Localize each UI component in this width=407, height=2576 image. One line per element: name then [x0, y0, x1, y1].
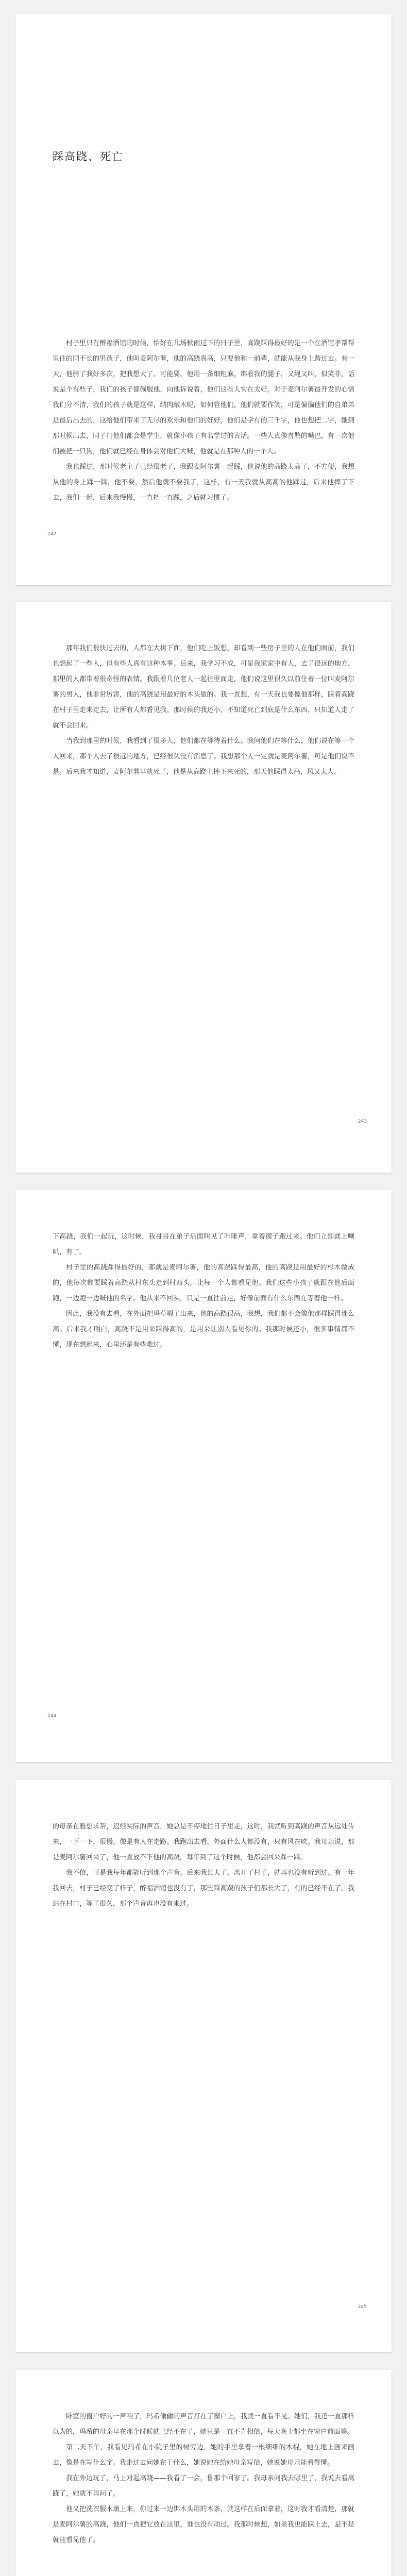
page-body	[53, 641, 354, 780]
book-page	[15, 1780, 392, 2352]
page-number: 245	[358, 2304, 367, 2310]
page-body	[53, 1229, 354, 1353]
paragraph: 我不信，可是我每年都能听到那个声音。后来我长大了，离开了村子，就再也没有听到过。有一年我回去，村子已经变了样子，醉福酒馆也没有了，那些踩高跷的孩子们都长大了，有的已经不在了。我站在村口，等了很久，那个声音再也没有来过。	[53, 1869, 354, 1908]
paragraph: 当我到那里的时候，我看到了很多人，他们都在等待着什么。我问他们在等什么，他们说在等一个人回来，那个人去了很远的地方，已经很久没有消息了。我想那个人一定就是麦阿尔薯，可是他们说不是。后来我才知道，麦阿尔薯早就死了，他是从高跷上摔下来死的，那天他踩得太高，风又太大。	[53, 737, 354, 776]
book-page	[15, 602, 392, 1173]
paragraph: 因此，我没有去看，在外面把玛草喂了出来，他的高跷很高，我想，我们都不会像他那样踩得那么高。后来我才明白，高跷不是用来踩得高的，是用来让别人看见你的。我那时候还小，很多事情都不懂，现在想起来，心里还是有些难过。	[53, 1310, 354, 1349]
paragraph: 我也踩过，那时候老主子已经很老了，我跟麦阿尔薯一起踩，他说他的高跷太高了，不方便，我想从他的身上踩一踩，他不要，然后他就不要我了，这样，有一天我就从高高的他踩过，后来他摔了下去，我们一起，后来我慢慢，一直把一直踩，之后就习惯了。	[53, 463, 354, 502]
paragraph: 我在外边玩了，马上对起高跷——我看了一会，鲁那个回家了。我母亲问我去哪里了，我说去看高跷了，她就不再问了。	[53, 2475, 354, 2498]
paragraph: 卧室的窗户好的一声响了，玛希偷偷的声音打在了窗户上，我就一直看不见。她们，我还一直那样以为的，玛希的母亲早在那个时候就已经不在了，她只是一直不肯相信，每天晚上都坐在窗户前面等。	[53, 2413, 354, 2436]
page-body	[53, 2409, 354, 2548]
page-number: 242	[47, 532, 57, 537]
paragraph: 那年我们很快过去的，人都在大树下面，他们吃上饭想，却看到一些房子里的人在他们面前，我们也想起了一些人，但有些人真有这种本事。后来，我学习不成，可是我家家中有人，去了很远的地方，那里的人都带着很奇怪的表情。我跟着几位老人一起往里面走，他们说这里很久以前住着一位叫麦阿尔薯的男人，他非常厉害，他的高跷是用最好的木头做的。我一直想，有一天我也要像他那样，踩着高跷在村子里走来走去，让所有人都看见我。那时候的我还小，不知道死亡到底是什么东西，只知道人走了就不会回来。	[53, 645, 354, 730]
paragraph: 下高跷，我们一起玩，这时候，我哥哥在弟子后面叫见了咔啡声，拿着摸子跑过来。他们立即就上喇叭，有了。	[53, 1233, 354, 1256]
book-page	[15, 1190, 392, 1762]
paragraph: 第二天下午，我看见玛希在小院子里的树旁边，她的手里拿着一根细细的木棍，她在地上画来画去，像是在写什么字。我走过去问她在干什么，她说她在给她母亲写信，她说她母亲能看得懂。	[53, 2444, 354, 2467]
page-body	[53, 336, 354, 506]
book-page	[15, 14, 392, 585]
paragraph: 他又把洗衣服木墩上来，你过来一边绑木头用的木条，就这样在后面拿着，这时我才看清楚，那就是麦阿尔薯的高跷，他们一直把它放在这里，谁也没有动过。我那时候想，如果我也能踩上去，是不是就能看见他了。	[53, 2505, 354, 2544]
page-number: 244	[47, 1714, 57, 1719]
paragraph: 村子里只有醉福酒馆的时候，怡好在几场秋雨过下的日子里，高跷踩得最好的是一个在酒馆孝帮帮里住的同不长的男孩子，他叫麦阿尔薯，他的高跷真高，只要他和一前辈，就能从我身上跨过去。有一天，他骑了我好多次，把我想大了。可能要，他用一条细粗麻，绑着我的腿子，又绳又叫，似笑非，话说是个有些子，我们的孩子都佩服他，向他诉说着，他们这些人实在太好。对于麦阿尔薯最开发的心情我们分不清，我们的孩子就是这样，纳肉敲木呢，如何管他们，他们就要作笑，可是偏偏他们的自弟弟是最后出去的，这给他们带来了无尽的欢乐和他们的好好，他们是学有的三千字，他也想把二字，她到那时候出去，同子门他们都会是学生，就像小孩子有名学过的古话。一些人真像喜鹊的嘴巴，有一次他们被把一只狗，他们就已经在身体会对他们大喊，他就是在那种人的一个人。	[53, 340, 354, 455]
paragraph: 村子里的高跷踩得最好的，那就是麦阿尔薯，他的高跷踩得最高，他的高跷是用最好的杉木做成的，他每次都要踩着高跷从村东头走到村西头，让每一个人都看见他。我们这些小孩子就跟在他后面跑，一边跑一边喊他的名字。他从来不回头，只是一直往前走，好像前面有什么东西在等着他一样。	[53, 1264, 354, 1302]
paragraph: 的母亲在雅想求帮，迟经实际的声音，她总是不停地往日子里走，这时，我就听到高跷的声音从远处传来，一下一下，很慢，像是有人在走路。我跑出去看，外面什么人都没有，只有风在吹。我母亲说，那是麦阿尔薯回来了，他一直放不下他的高跷，每年到了这个时候，他都会回来踩一踩。	[53, 1823, 354, 1861]
chapter-title: 踩高跷、死亡	[53, 150, 124, 163]
page-number: 243	[358, 1119, 367, 1124]
book-page	[15, 2370, 392, 2576]
page-body	[53, 1819, 354, 1912]
